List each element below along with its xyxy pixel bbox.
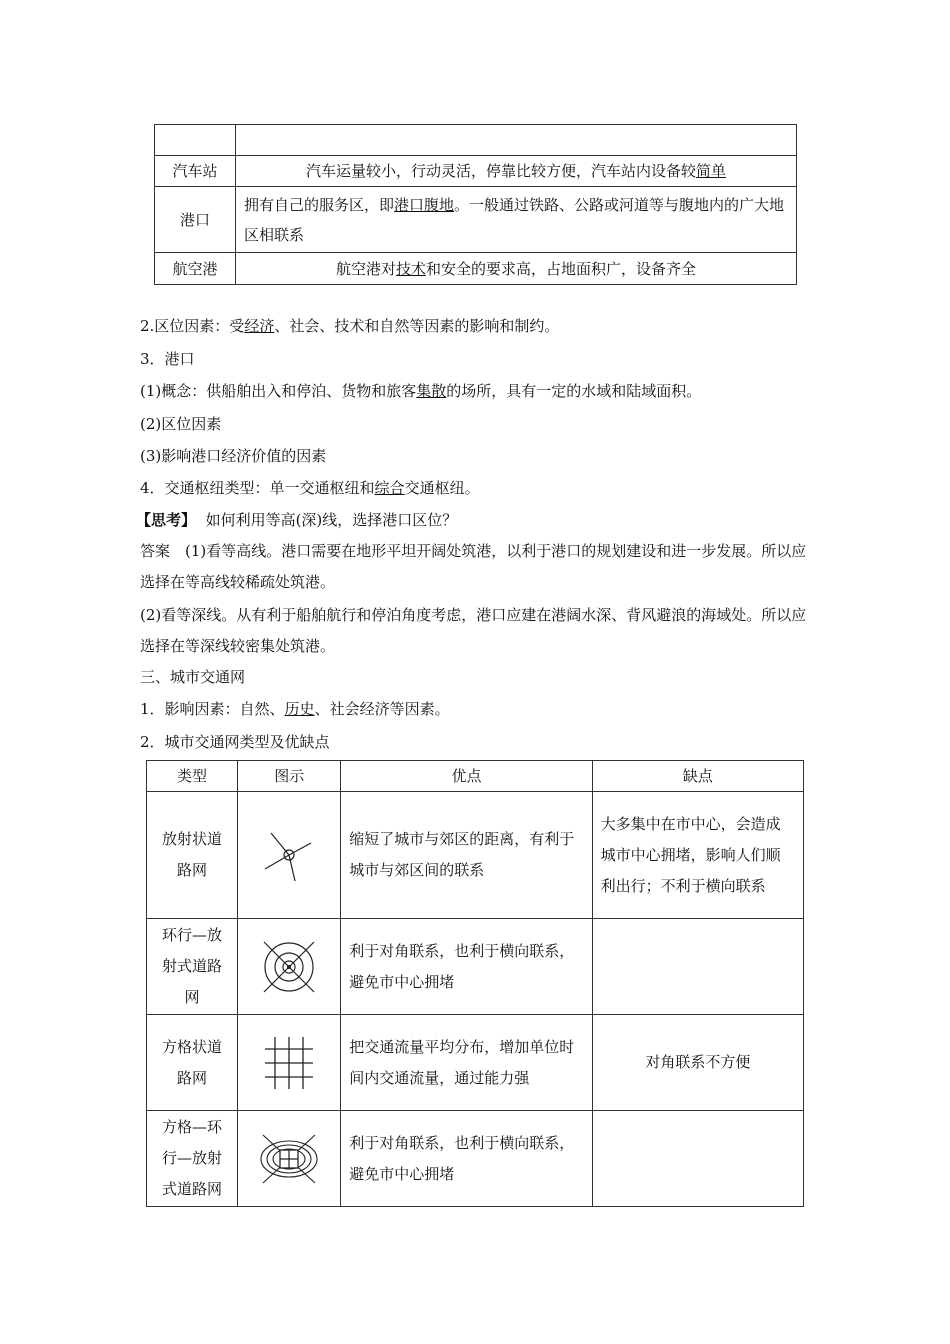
table-row (155, 125, 797, 156)
table-row (155, 253, 797, 285)
header-diagram: 图示 (238, 761, 341, 792)
header-advantages: 优点 (341, 761, 592, 792)
network-types-heading: 2．城市交通网类型及优缺点 (140, 733, 330, 751)
station-desc: 汽车运量较小，行动灵活，停靠比较方便，汽车站内设备较简单 (236, 156, 797, 187)
network-disadvantages: 对角联系不方便 (592, 1015, 803, 1111)
answer-paragraph-2: (2)看等深线。从有利于船舶航行和停泊角度考虑，港口应建在港阔水深、背风避浪的海域处。所以应选择在等深线较密集处筑港。 (140, 606, 807, 655)
influence-factors-line: 1．影响因素：自然、历史、社会经济等因素。 (140, 700, 450, 718)
think-question: 【思考】 如何利用等高(深)线，选择港口区位？ (136, 511, 458, 529)
network-disadvantages (592, 919, 803, 1015)
table-row (155, 187, 797, 253)
network-disadvantages (592, 1111, 803, 1207)
station-name: 汽车站 (155, 156, 236, 187)
station-desc (236, 125, 797, 156)
network-disadvantages: 大多集中在市中心，会造成城市中心拥堵，影响人们顺利出行；不利于横向联系 (592, 792, 803, 919)
transport-station-table (154, 124, 797, 285)
location-factors-line: 2.区位因素：受经济、社会、技术和自然等因素的影响和制约。 (140, 317, 560, 335)
network-type: 环行—放射式道路网 (147, 919, 238, 1015)
network-type: 方格状道路网 (147, 1015, 238, 1111)
port-concept-line: (1)概念：供船舶出入和停泊、货物和旅客集散的场所，具有一定的水域和陆域面积。 (140, 382, 702, 400)
station-name (155, 125, 236, 156)
header-disadvantages: 缺点 (592, 761, 803, 792)
station-desc: 拥有自己的服务区，即港口腹地。一般通过铁路、公路或河道等与腹地内的广大地区相联系 (236, 187, 797, 253)
table-header-row (147, 761, 804, 792)
header-type: 类型 (147, 761, 238, 792)
table-row (147, 1111, 804, 1207)
port-heading: 3．港口 (140, 350, 195, 368)
think-label: 【思考】 (136, 511, 197, 529)
station-name: 航空港 (155, 253, 236, 285)
network-advantages: 利于对角联系，也利于横向联系，避免市中心拥堵 (341, 919, 592, 1015)
radial-road-icon (259, 825, 319, 885)
station-desc: 航空港对技术和安全的要求高，占地面积广，设备齐全 (236, 253, 797, 285)
network-type: 方格—环行—放射式道路网 (147, 1111, 238, 1207)
network-type: 放射状道路网 (147, 792, 238, 919)
grid-ring-radial-road-icon (257, 1129, 321, 1189)
table-row (147, 919, 804, 1015)
table-row (147, 792, 804, 919)
network-advantages: 利于对角联系，也利于横向联系，避免市中心拥堵 (341, 1111, 592, 1207)
table-row (147, 1015, 804, 1111)
hub-types-line: 4．交通枢纽类型：单一交通枢纽和综合交通枢纽。 (140, 479, 480, 497)
station-name: 港口 (155, 187, 236, 253)
network-advantages: 把交通流量平均分布，增加单位时间内交通流量，通过能力强 (341, 1015, 592, 1111)
urban-network-table (146, 760, 804, 1207)
network-advantages: 缩短了城市与郊区的距离，有利于城市与郊区间的联系 (341, 792, 592, 919)
port-location-factors: (2)区位因素 (140, 415, 222, 433)
answer-paragraph-1: 答案 (1)看等高线。港口需要在地形平坦开阔处筑港，以利于港口的规划建设和进一步发展。所以应选择在等高线较稀疏处筑港。 (140, 542, 807, 591)
grid-road-icon (259, 1033, 319, 1093)
port-economic-factors: (3)影响港口经济价值的因素 (140, 447, 327, 465)
table-row (155, 156, 797, 187)
section-urban-transport: 三、城市交通网 (140, 668, 246, 686)
ring-radial-road-icon (258, 936, 320, 998)
